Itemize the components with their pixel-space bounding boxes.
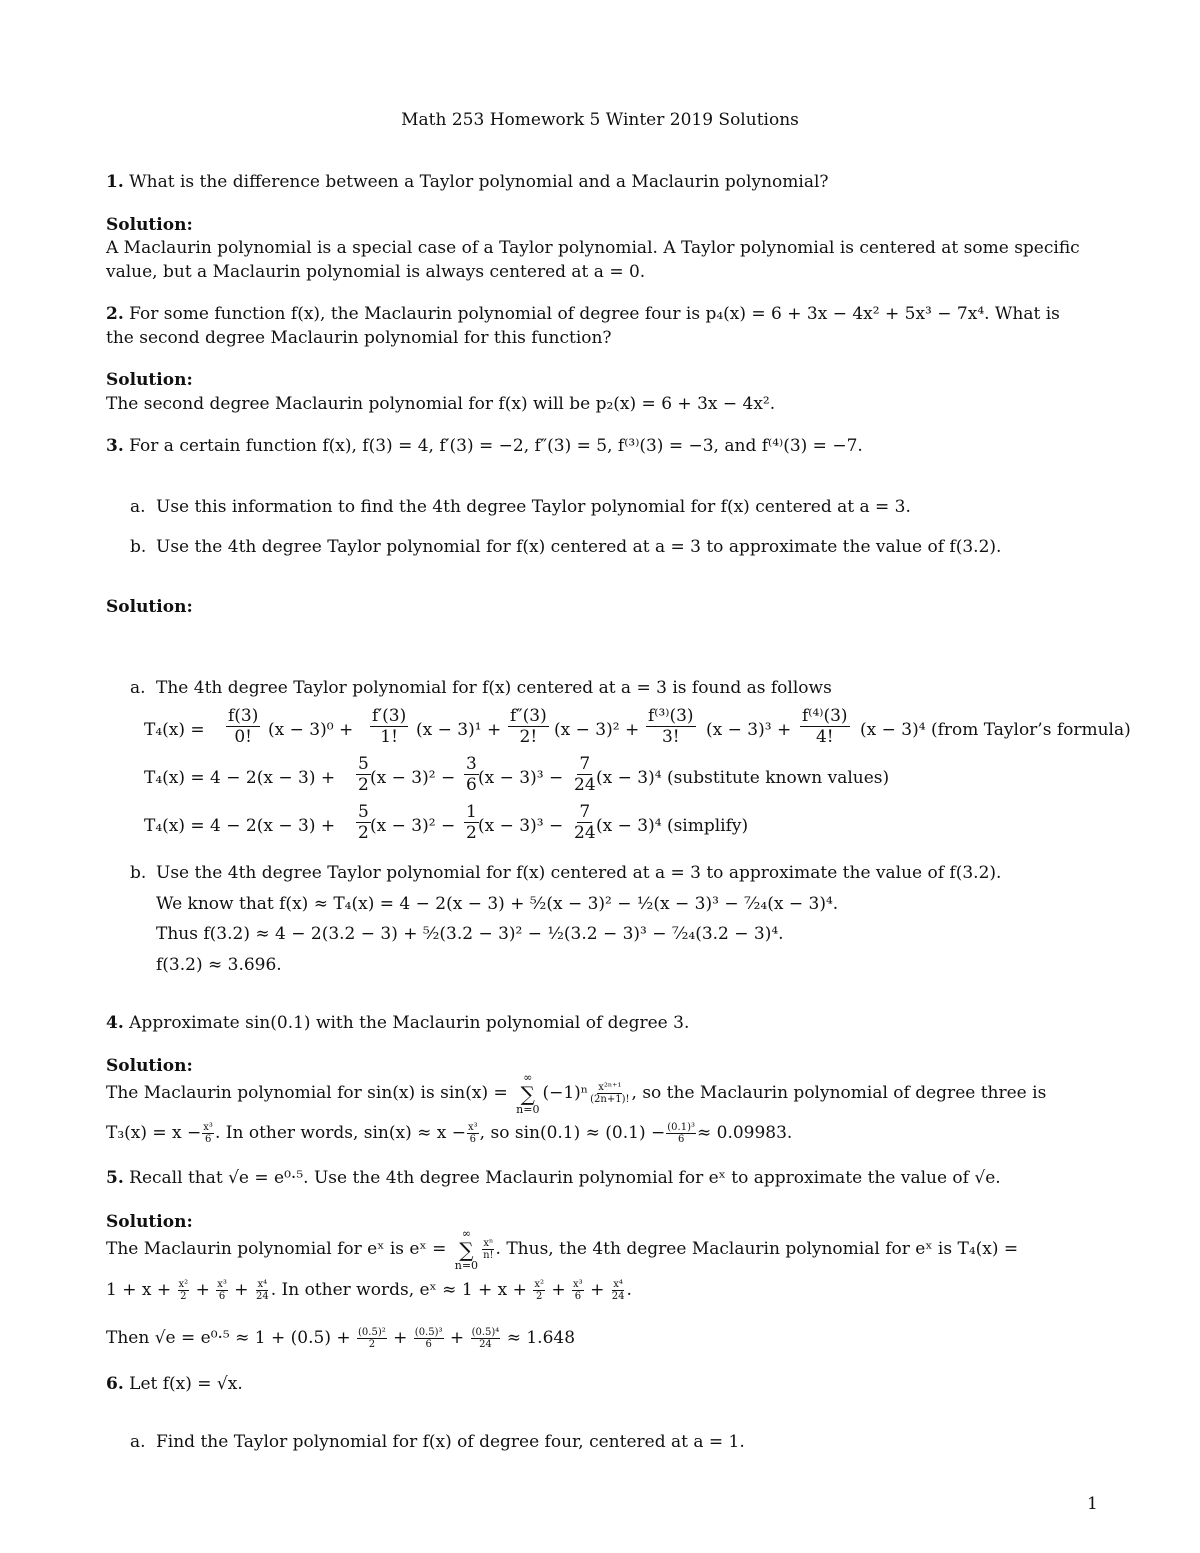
part-text: Use the 4th degree Taylor polynomial for f(x) centered at a = 3 to approximate the value of f(3.2). — [156, 863, 1002, 883]
equation-term: (x − 3)³ − — [478, 816, 564, 836]
text-run: + — [393, 1328, 408, 1348]
equation-term: (x − 3)² + — [554, 720, 640, 740]
text-run: ≈ 1.648 — [506, 1328, 576, 1348]
question-2 — [106, 302, 1098, 327]
question-number: 2. — [106, 304, 124, 324]
text-run: . Thus, the 4th degree Maclaurin polynomial for eˣ is T₄(x) = — [495, 1239, 1019, 1260]
fraction: $\frac{\text{x³}}{6}$ — [203, 1121, 213, 1145]
solution-label: Solution: — [106, 1212, 193, 1232]
question-text: For some function f(x), the Maclaurin polynomial of degree four is p₄(x) = 6 + 3x − 4x² + 5x³ − 7x⁴. What is — [129, 304, 1060, 324]
text-run: , so the Maclaurin polynomial of degree three is — [631, 1083, 1047, 1104]
fraction: $\frac{\text{(0.5)⁴}}{24}$ — [471, 1326, 500, 1350]
fraction: $\frac{5}{2}$ — [358, 802, 369, 844]
text-run: ≈ 0.09983. — [696, 1123, 793, 1143]
fraction: $\frac{7}{24}$ — [574, 802, 596, 844]
question-5 — [106, 1166, 1098, 1191]
solution-text: value, but a Maclaurin polynomial is always centered at a = 0. — [106, 262, 646, 282]
question-number: 3. — [106, 436, 124, 456]
equation-term: (x − 3)² − — [370, 768, 456, 788]
text-run: . In other words, eˣ ≈ 1 + x + — [270, 1280, 527, 1300]
text-run: (−1)ⁿ — [542, 1083, 589, 1104]
page-number: 1 — [1087, 1494, 1098, 1514]
question-text: Let f(x) = √x. — [129, 1374, 243, 1394]
fraction: $\frac{\text{(0.5)³}}{6}$ — [414, 1326, 443, 1350]
fraction: $\frac{7}{24}$ — [574, 754, 596, 796]
fraction: $\frac{f'(3)}{1!}$ — [372, 706, 407, 748]
document-title: Math 253 Homework 5 Winter 2019 Solutions — [401, 110, 799, 130]
summation: ∞ ∑ n=0 — [454, 1227, 479, 1272]
fraction: $\frac{\text{(0.5)²}}{2}$ — [358, 1326, 386, 1350]
question-number: 5. — [106, 1168, 124, 1188]
text-run: The Maclaurin polynomial for eˣ is eˣ = — [106, 1239, 447, 1260]
fraction: $\frac{\text{x⁴}}{24}$ — [611, 1278, 625, 1302]
equation-term: (x − 3)¹ + — [416, 720, 502, 740]
solution-label: Solution: — [106, 370, 193, 390]
simplified-equation — [144, 802, 1164, 850]
equation-term: (x − 3)⁰ + — [268, 720, 354, 740]
equation-term: (x − 3)³ − — [478, 768, 564, 788]
fraction: $\frac{5}{2}$ — [358, 754, 369, 796]
question-6 — [106, 1372, 1098, 1397]
question-text: What is the difference between a Taylor polynomial and a Maclaurin polynomial? — [129, 172, 829, 192]
solution-label: Solution: — [106, 597, 193, 617]
question-number: 4. — [106, 1013, 124, 1033]
fraction: $\frac{\text{f⁽⁴⁾(3)}}{4!}$ — [802, 706, 848, 748]
part-label: b. — [130, 863, 147, 883]
fraction: $\frac{\text{(0.1)³}}{6}$ — [667, 1121, 695, 1145]
solution-text — [106, 1121, 1098, 1146]
question-number: 6. — [106, 1374, 124, 1394]
equation-lhs: T₄(x) = 4 − 2(x − 3) + — [144, 816, 336, 836]
solution-part-a — [130, 676, 1130, 701]
summation: ∞ ∑ n=0 — [516, 1071, 540, 1116]
question-4 — [106, 1011, 1098, 1036]
text-run: . In other words, sin(x) ≈ x − — [214, 1123, 467, 1143]
question-1 — [106, 170, 1098, 195]
part-a — [130, 495, 1130, 520]
solution-text — [106, 1326, 1098, 1351]
solution-text — [106, 1072, 1098, 1115]
equation-term: (x − 3)³ + — [706, 720, 792, 740]
question-text: For a certain function f(x), f(3) = 4, f′(3) = −2, f″(3) = 5, f⁽³⁾(3) = −3, and f⁽⁴⁾(3) = −7. — [129, 436, 863, 456]
solution-text: Thus f(3.2) ≈ 4 − 2(3.2 − 3) + ⁵⁄₂(3.2 − 3)² − ¹⁄₂(3.2 − 3)³ − ⁷⁄₂₄(3.2 − 3)⁴. — [156, 924, 784, 944]
question-text: Recall that √e = e⁰·⁵. Use the 4th degree Maclaurin polynomial for eˣ to approximate the value of √e. — [129, 1168, 1001, 1188]
text-run: T₃(x) = x − — [106, 1123, 202, 1143]
text-run: . — [626, 1280, 632, 1300]
solution-text: A Maclaurin polynomial is a special case of a Taylor polynomial. A Taylor polynomial is centered at some specific — [106, 238, 1080, 258]
solution-result: f(3.2) ≈ 3.696. — [156, 955, 282, 975]
part-text: Find the Taylor polynomial for f(x) of degree four, centered at a = 1. — [156, 1432, 745, 1452]
text-run: + — [449, 1328, 465, 1348]
fraction: $\frac{\text{x³}}{6}$ — [468, 1121, 478, 1145]
fraction: $\frac{\text{x²ⁿ⁺¹}}{(2n+1)!}$ — [590, 1081, 630, 1106]
part-label: a. — [130, 1432, 146, 1452]
solution-label: Solution: — [106, 1056, 193, 1076]
equation-term: (x − 3)⁴ (simplify) — [596, 816, 749, 836]
part-label: a. — [130, 678, 146, 698]
text-run: The Maclaurin polynomial for sin(x) is sin(x) = — [106, 1083, 508, 1104]
fraction: $\frac{\text{x²}}{2}$ — [178, 1278, 189, 1302]
equation-term: (x − 3)⁴ (from Taylor’s formula) — [860, 720, 1131, 740]
fraction: $\frac{\text{x²}}{2}$ — [534, 1278, 544, 1302]
text-run: 1 + x + — [106, 1280, 172, 1300]
part-b — [130, 535, 1130, 560]
solution-label: Solution: — [106, 215, 193, 235]
text-run: + — [234, 1280, 249, 1300]
fraction: $\frac{f''(3)}{2!}$ — [510, 706, 547, 748]
taylor-formula-equation — [144, 706, 1164, 754]
fraction: $\frac{\text{x³}}{6}$ — [217, 1278, 227, 1302]
solution-text: The second degree Maclaurin polynomial for f(x) will be p₂(x) = 6 + 3x − 4x². — [106, 394, 776, 414]
question-number: 1. — [106, 172, 124, 192]
text-run: , so sin(0.1) ≈ (0.1) − — [479, 1123, 666, 1143]
fraction: $\frac{\text{x⁴}}{24}$ — [255, 1278, 269, 1302]
equation-lhs: T₄(x) = 4 − 2(x − 3) + — [144, 768, 336, 788]
part-a — [130, 1430, 1130, 1455]
part-label: b. — [130, 537, 147, 557]
equation-term: (x − 3)⁴ (substitute known values) — [596, 768, 890, 788]
solution-text: We know that f(x) ≈ T₄(x) = 4 − 2(x − 3) + ⁵⁄₂(x − 3)² − ¹⁄₂(x − 3)³ − ⁷⁄₂₄(x − 3)⁴. — [156, 894, 839, 914]
text-run: + — [590, 1280, 605, 1300]
part-text: Use the 4th degree Taylor polynomial for f(x) centered at a = 3 to approximate the value of f(3.2). — [156, 537, 1002, 557]
part-label: a. — [130, 497, 146, 517]
solution-part-b — [130, 861, 1130, 886]
equation-term: (x − 3)² − — [370, 816, 456, 836]
part-text: The 4th degree Taylor polynomial for f(x) centered at a = 3 is found as follows — [156, 678, 832, 698]
solution-text — [106, 1278, 1098, 1303]
part-text: Use this information to find the 4th degree Taylor polynomial for f(x) centered at a = 3. — [156, 497, 911, 517]
fraction: $\frac{\text{f⁽³⁾(3)}}{3!}$ — [648, 706, 694, 748]
substituted-equation — [144, 754, 1164, 802]
text-run: Then √e = e⁰·⁵ ≈ 1 + (0.5) + — [106, 1328, 351, 1348]
question-text: the second degree Maclaurin polynomial for this function? — [106, 328, 612, 348]
question-3 — [106, 434, 1098, 459]
solution-text — [106, 1228, 1098, 1271]
question-text: Approximate sin(0.1) with the Maclaurin polynomial of degree 3. — [129, 1013, 690, 1033]
text-run: + — [195, 1280, 210, 1300]
fraction: $\frac{3}{6}$ — [466, 754, 477, 796]
fraction: $\frac{\text{xⁿ}}{n!}$ — [483, 1237, 494, 1262]
text-run: + — [551, 1280, 566, 1300]
equation-lhs: T₄(x) = — [144, 720, 205, 740]
fraction: $\frac{\text{x³}}{6}$ — [573, 1278, 583, 1302]
fraction: $\frac{1}{2}$ — [466, 802, 477, 844]
fraction: $\frac{f(3)}{0!}$ — [228, 706, 259, 748]
